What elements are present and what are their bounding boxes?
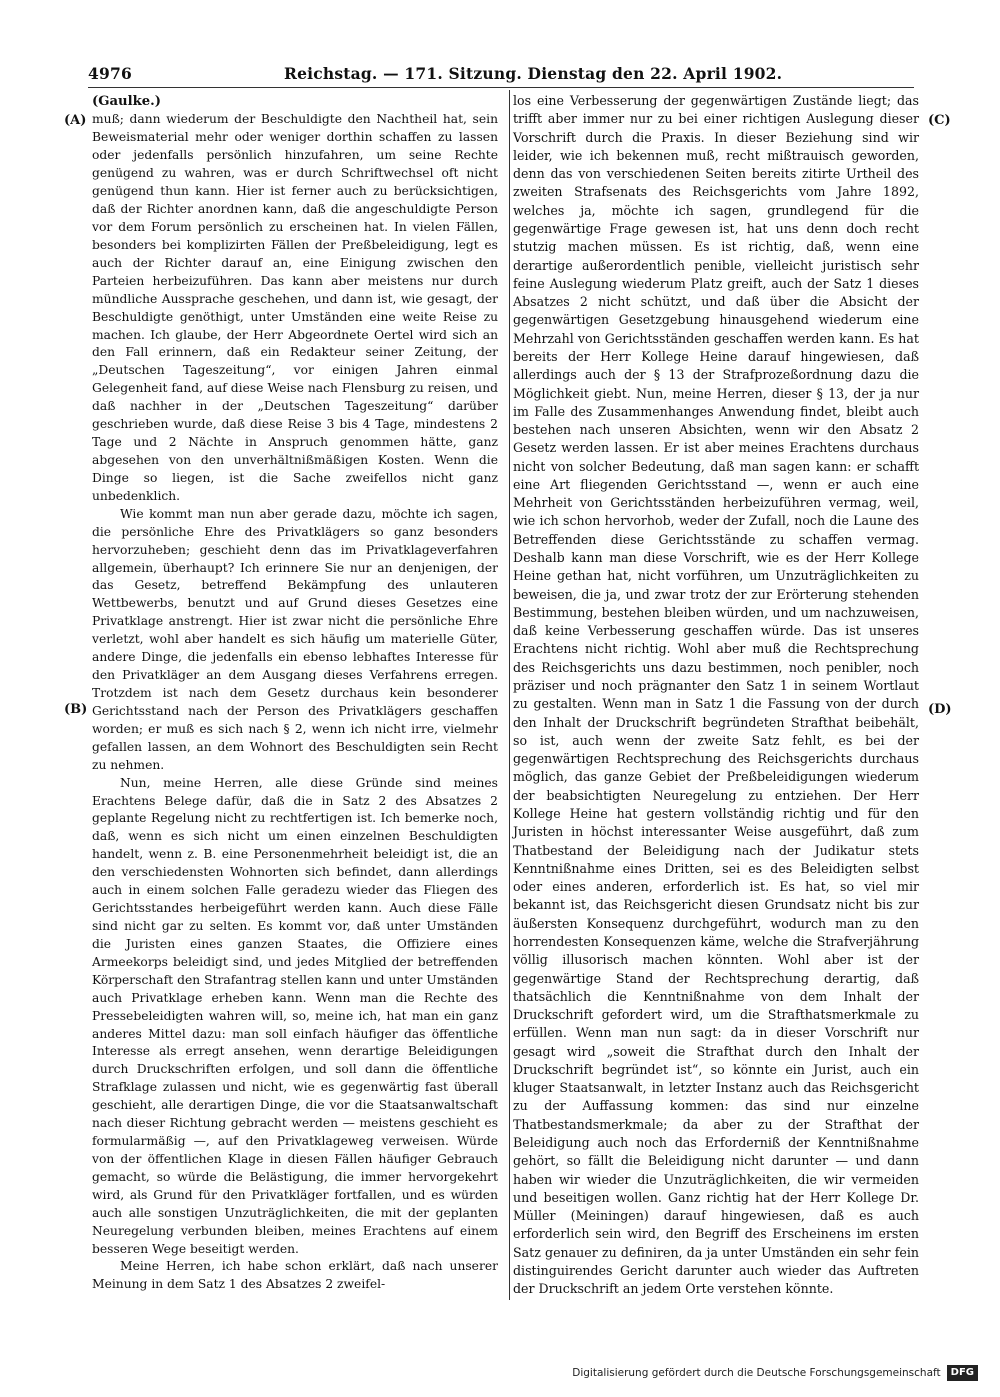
margin-mark-d: (D) bbox=[928, 702, 952, 717]
paragraph: muß; dann wiederum der Beschuldigte den Nachtheil hat, sein Beweismaterial mehr oder weniger dorthin schaffen zu lassen oder jedenfalls persönlich hinzufahren, um seine Rechte genügend zu wahren, was er durch Schriftwechsel oft nicht genügend thun kann. Hier ist ferner auch zu berücksichtigen, daß der Richter anordnen kann, daß die angeschuldigte Person vor dem Forum persönlich zu erscheinen hat. In vielen Fällen, besonders bei komplizirten Fällen der Preßbeleidigung, legt es auch der Richter darauf an, eine Einigung zwischen den Parteien herbeizuführen. Das kann aber meistens nur durch mündliche Aussprache geschehen, und dann ist, wie gesagt, der Beschuldigte genöthigt, unter Umständen eine weite Reise zu machen. Ich glaube, der Herr Abgeordnete Oertel wird sich an den Fall erinnern, daß ein Redakteur seiner Zeitung, der „Deutschen Tageszeitung“, vor einigen Jahren einmal Gelegenheit fand, auf diese Weise nach Flensburg zu reisen, und daß nachher in der „Deutschen Tageszeitung“ darüber geschrieben wurde, daß diese Reise 3 bis 4 Tage, mindestens 2 Tage und 2 Nächte in Anspruch genommen hätte, ganz abgesehen von den unverhältnißmäßigen Kosten. Wenn die Dinge so liegen, ist die Sache zweifellos nicht ganz unbedenklich. bbox=[92, 112, 498, 503]
left-column bbox=[92, 92, 498, 1294]
right-column bbox=[513, 92, 919, 1299]
column-divider bbox=[509, 90, 510, 1300]
funding-footer bbox=[572, 1363, 978, 1383]
margin-mark-b: (B) bbox=[64, 702, 88, 717]
header-rule bbox=[88, 87, 914, 88]
dfg-logo: DFG bbox=[947, 1365, 978, 1381]
speaker-label: (Gaulke.) bbox=[92, 94, 162, 109]
paragraph: los eine Verbesserung der gegenwärtigen Zustände liegt; das trifft aber immer nur zu bei einer richtigen Auslegung dieser Vorschrift durch die Praxis. In dieser Beziehung sind wir leider, wie ich bekennen muß, recht mißtrauisch geworden, denn das von verschiedenen Seiten bereits zitirte Urtheil des zweiten Strafsenats des Reichsgerichts vom Jahre 1892, welches ja, möchte ich sagen, grundlegend für die gegenwärtige Frage gewesen ist, hat uns denn doch recht stutzig machen müssen. Es ist richtig, daß, wenn eine derartige außerordentlich penible, vielleicht juristisch sehr feine Auslegung wiederum Platz greift, auch der Satz 1 dieses Absatzes 2 nicht schützt, und daß über die Absicht der gegenwärtigen Gesetzgebung hinausgehend wiederum eine Mehrzahl von Gerichtsständen geschaffen werden kann. Es hat bereits der Herr Kollege Heine darauf hingewiesen, daß allerdings auch der § 13 der Strafprozeßordnung dazu die Möglichkeit giebt. Nun, meine Herren, dieser § 13, der ja nur im Falle des Zusammenhanges Anwendung findet, bleibt auch bestehen nach unseren Absichten, wenn wir den Absatz 2 Gesetz werden lassen. Er ist aber meines Erachtens durchaus nicht von solcher Bedeutung, daß man sagen kann: er schafft eine Art fliegenden Gerichtsstand —, wenn er auch eine Mehrheit von Gerichtsständen herbeizuführen vermag, weil, wie ich schon hervorhob, weder der Zufall, noch die Laune des Betreffenden diese Gerichtsstände zu schaffen vermag. Deshalb kann man diese Vorschrift, wie es der Herr Kollege Heine gethan hat, nicht vorführen, um Unzuträglichkeiten zu beweisen, die ja, und zwar trotz der zur Erörterung stehenden Bestimmung, bestehen bleiben würden, und um nachzuweisen, daß keine Verbesserung geschaffen würde. Das ist unseres Erachtens nicht richtig. Wohl aber muß die Rechtsprechung des Reichsgerichts uns dazu bestimmen, noch penibler, noch präziser und noch prägnanter den Satz 1 in seinem Wortlaut zu gestalten. Wenn man in Satz 1 die Fassung von der durch den Inhalt der Druckschrift begründeten Strafthat beibehält, so ist, auch wenn der zweite Satz fehlt, es bei der gegenwärtigen Rechtsprechung des Reichsgerichts durchaus möglich, das ganze Gebiet der Preßbeleidigungen wiederum der beabsichtigten Neuregelung zu entziehen. Der Herr Kollege Heine hat gestern vollständig richtig und für den Juristen in höchst interessanter Weise ausgeführt, daß zum Thatbestand der Beleidigung nach der Judikatur stets Kenntnißnahme eines Dritten, sei es des Beleidigten selbst oder eines anderen, erforderlich ist. Es hat, so viel mir bekannt ist, das Reichsgericht diesen Grundsatz nicht bis zur äußersten Konsequenz durchgeführt, wodurch man zu den horrendesten Konsequenzen käme, welche die Strafverjährung völlig illusorisch machen könnten. Wohl aber ist der gegenwärtige Stand der Rechtsprechung derartig, daß thatsächlich die Kenntnißnahme von dem Inhalt der Druckschrift gefordert wird, um die Strafthatsmerkmale zu erfüllen. Wenn man nun sagt: da in dieser Vorschrift nur gesagt wird „soweit die Strafthat durch den Inhalt der Druckschrift begründet ist“, so könnte ein Jurist, auch ein kluger Staatsanwalt, in letzter Instanz auch das Reichsgericht zu der Auffassung kommen: das sind nur einzelne Thatbestandsmerkmale; da aber zu der Strafthat der Beleidigung auch noch das Erforderniß der Kenntnißnahme gehört, so fällt die Beleidigung nicht darunter — und dann haben wir wieder die Unzuträglichkeiten, die wir vermeiden und beseitigen wollen. Ganz richtig hat der Herr Kollege Dr. Müller (Meiningen) darauf hingewiesen, daß es auch erforderlich sein wird, den Begriff des Erscheinens im ersten Satz genauer zu definiren, da ja unter Umständen ein sehr fein distinguirendes Gericht darunter auch wieder das Auftreten der Druckschrift an jedem Orte verstehen könnte. bbox=[513, 93, 919, 1297]
running-head: Reichstag. — 171. Sitzung. Dienstag den 22. April 1902. bbox=[284, 64, 783, 83]
page-number: 4976 bbox=[88, 64, 132, 83]
paragraph: Nun, meine Herren, alle diese Gründe sind meines Erachtens Belege dafür, daß die in Satz 2 des Absatzes 2 geplante Regelung nicht zu rechtfertigen ist. Ich bemerke noch, daß, wenn es sich nicht um einen einzelnen Beschuldigten handelt, wenn z. B. eine Personenmehrheit beleidigt ist, die an den verschiedensten Wohnorten sich befindet, dann allerdings auch in einem solchen Falle geradezu wieder das Fliegen des Gerichtsstandes herbeigeführt werden kann. Auch diese Fälle sind nicht gar zu selten. Es kommt vor, daß unter Umständen die Juristen eines ganzen Staates, die Offiziere eines Armeekorps beleidigt sind, und jedes Mitglied der betreffenden Körperschaft den Strafantrag stellen kann und unter Umständen auch Privatklage erheben kann. Wenn man die Rechte des Pressebeleidigten wahren will, so, meine ich, hat man ein ganz anderes Mittel dazu: man soll einfach häufiger das öffentliche Interesse als erregt ansehen, wenn derartige Beleidigungen durch Druckschriften erfolgen, und soll dann die öffentliche Strafklage zulassen und nicht, wie es gegenwärtig fast überall geschieht, alle derartigen Dinge, die vor die Staatsanwaltschaft nach dieser Richtung gebracht werden — meistens geschieht es formularmäßig —, auf den Privatklageweg verweisen. Würde von der öffentlichen Klage in diesen Fällen häufiger Gebrauch gemacht, so würde die Belästigung, die immer hervorgekehrt wird, als Grund für den Privatkläger fortfallen, und es würden auch alle sonstigen Unzuträglichkeiten, die mit der geplanten Neuregelung verbunden bleiben, meines Erachtens auf einem besseren Wege beseitigt werden. bbox=[92, 775, 498, 1256]
funding-note: Digitalisierung gefördert durch die Deutsche Forschungsgemeinschaft bbox=[572, 1367, 941, 1379]
margin-mark-a: (A) bbox=[64, 113, 87, 128]
margin-mark-c: (C) bbox=[928, 113, 951, 128]
paragraph: Wie kommt man nun aber gerade dazu, möchte ich sagen, die persönliche Ehre des Privatklägers so ganz besonders hervorzuheben; geschieht denn das im Privatklageverfahren allgemein, überhaupt? Ich erinnere Sie nur an denjenigen, der das Gesetz, betreffend Bekämpfung des unlauteren Wettbewerbs, benutzt und auf Grund dieses Gesetzes eine Privatklage anstrengt. Hier ist zwar nicht die persönliche Ehre verletzt, wohl aber handelt es sich häufig um materielle Güter, andere Dinge, die jedenfalls ein ebenso lebhaftes Interesse für den Privatkläger an dem Ausgang dieses Verfahrens erregen. Trotzdem ist nach dem Gesetz durchaus kein besonderer Gerichtsstand nach der Person des Privatklägers geschaffen worden; er muß es sich nach § 2, wenn ich nicht irre, vielmehr gefallen lassen, an dem Wohnort des Beschuldigten sein Recht zu nehmen. bbox=[92, 506, 498, 772]
paragraph: Meine Herren, ich habe schon erklärt, daß nach unserer Meinung in dem Satz 1 des Absatzes 2 zweifel- bbox=[92, 1259, 498, 1292]
page-header bbox=[88, 62, 914, 86]
